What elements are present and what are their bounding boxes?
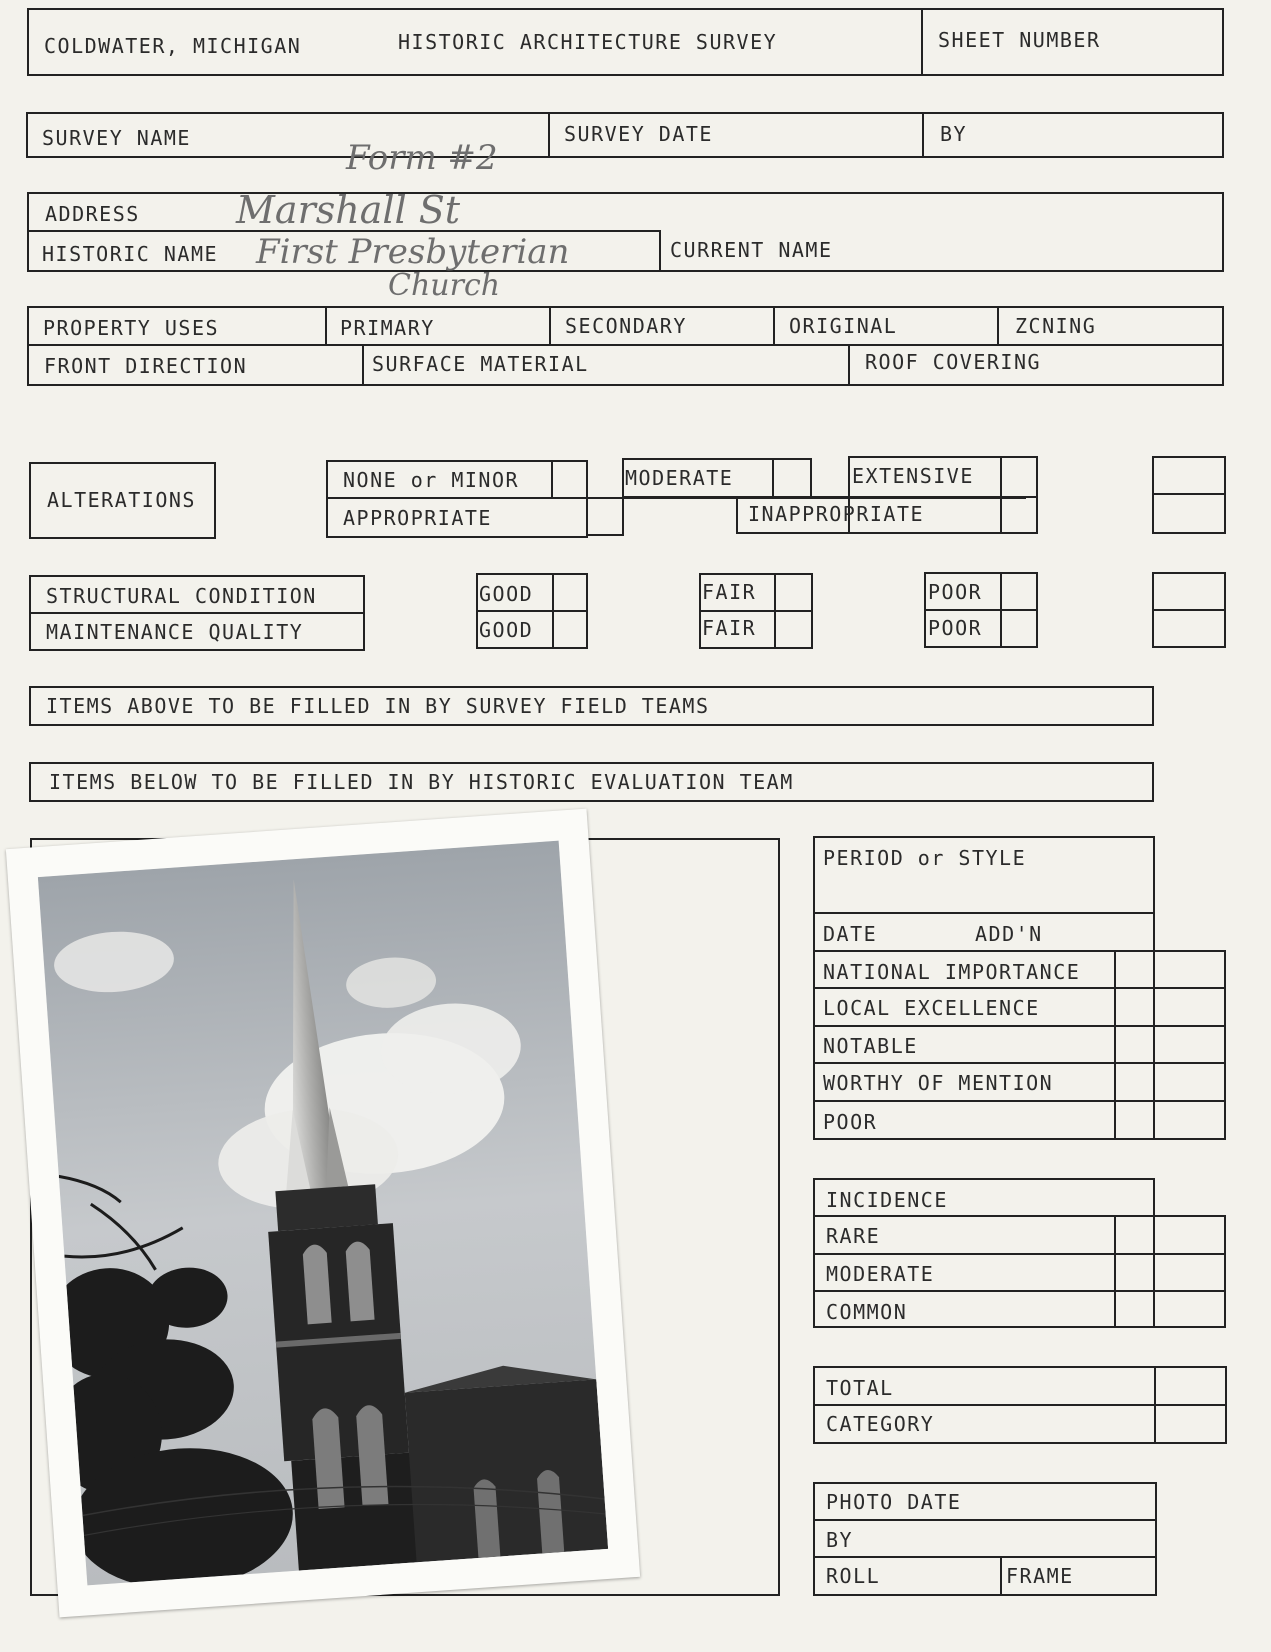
property-col-5: [362, 344, 364, 384]
incidence-moderate-label: MODERATE: [826, 1262, 935, 1286]
survey-date-label: SURVEY DATE: [564, 122, 713, 146]
local-excellence-label: LOCAL EXCELLENCE: [823, 996, 1040, 1020]
structural-good-label: GOOD: [479, 582, 534, 606]
property-col-4: [997, 306, 999, 344]
none-minor-check-divider: [551, 460, 553, 498]
moderate-label: MODERATE: [625, 466, 734, 490]
incidence-line-2: [813, 1253, 1225, 1255]
eval-poor-label: POOR: [823, 1110, 878, 1134]
maintenance-good-label: GOOD: [479, 618, 534, 642]
eval-line-4: [813, 1062, 1225, 1064]
survey-by-label: BY: [940, 122, 968, 146]
incidence-line-3: [813, 1290, 1225, 1292]
address-handwritten: Marshall St: [236, 188, 461, 232]
inappropriate-label: INAPPROPRIATE: [748, 502, 925, 526]
city-label: COLDWATER, MICHIGAN: [44, 34, 302, 58]
maintenance-fair-label: FAIR: [702, 616, 757, 640]
alterations-score-divider: [1152, 493, 1224, 495]
common-label: COMMON: [826, 1300, 908, 1324]
moderate-check-divider: [772, 458, 774, 498]
good-divider: [476, 610, 586, 612]
date-label: DATE: [823, 922, 878, 946]
rare-label: RARE: [826, 1224, 881, 1248]
front-direction-label: FRONT DIRECTION: [44, 354, 248, 378]
current-name-label: CURRENT NAME: [670, 238, 833, 262]
current-name-divider: [659, 230, 661, 270]
church-photo: [38, 841, 608, 1586]
frame-label: FRAME: [1006, 1564, 1074, 1588]
poor-divider: [924, 609, 1036, 611]
church-photo-illustration: [38, 841, 608, 1586]
none-minor-label: NONE or MINOR: [343, 468, 520, 492]
secondary-label: SECONDARY: [565, 314, 687, 338]
survey-name-label: SURVEY NAME: [42, 126, 191, 150]
worthy-of-mention-label: WORTHY OF MENTION: [823, 1071, 1054, 1095]
header-divider: [921, 8, 923, 74]
notable-label: NOTABLE: [823, 1034, 918, 1058]
evaluation-score-box: [1114, 950, 1226, 1140]
items-above-note: ITEMS ABOVE TO BE FILLED IN BY SURVEY FIELD TEAMS: [46, 694, 710, 718]
items-below-note: ITEMS BELOW TO BE FILLED IN BY HISTORIC EVALUATION TEAM: [49, 770, 794, 794]
photo-info-line-2: [813, 1556, 1155, 1558]
fair-divider: [699, 610, 811, 612]
address-label: ADDRESS: [45, 202, 140, 226]
structural-fair-label: FAIR: [702, 580, 757, 604]
structural-condition-label: STRUCTURAL CONDITION: [46, 584, 317, 608]
property-uses-label: PROPERTY USES: [43, 316, 220, 340]
eval-line-5: [813, 1100, 1225, 1102]
original-label: ORIGINAL: [789, 314, 898, 338]
property-col-2: [549, 306, 551, 344]
photo-by-label: BY: [826, 1528, 854, 1552]
survey-divider-1: [548, 112, 550, 156]
eval-line-2: [813, 987, 1225, 989]
roll-label: ROLL: [826, 1564, 881, 1588]
roll-frame-divider: [1000, 1556, 1002, 1594]
appropriate-label: APPROPRIATE: [343, 506, 492, 530]
good-check-divider: [552, 573, 554, 647]
historic-name-label: HISTORIC NAME: [42, 242, 219, 266]
property-col-1: [325, 306, 327, 344]
fair-check-divider: [774, 573, 776, 647]
poor-check-divider: [1000, 572, 1002, 646]
eval-line-1: [813, 950, 1115, 952]
sheet-number-label: SHEET NUMBER: [938, 28, 1101, 52]
historic-name-handwritten-line2: Church: [388, 268, 501, 303]
photo-info-line-1: [813, 1519, 1155, 1521]
category-label: CATEGORY: [826, 1412, 935, 1436]
total-score-divider: [1154, 1366, 1156, 1442]
period-style-label: PERIOD or STYLE: [823, 846, 1027, 870]
property-col-3: [773, 306, 775, 344]
moderate-to-appropriate-line: [622, 496, 624, 536]
extensive-label: EXTENSIVE: [852, 464, 974, 488]
property-col-6: [848, 344, 850, 384]
surface-material-label: SURFACE MATERIAL: [372, 352, 589, 376]
alterations-label: ALTERATIONS: [47, 488, 196, 512]
roof-covering-label: ROOF COVERING: [865, 350, 1042, 374]
maintenance-poor-label: POOR: [928, 616, 983, 640]
survey-name-handwritten: Form #2: [346, 138, 498, 178]
total-label: TOTAL: [826, 1376, 894, 1400]
alterations-score-box: [1152, 456, 1226, 534]
incidence-line-1: [813, 1215, 1115, 1217]
photo-date-label: PHOTO DATE: [826, 1490, 962, 1514]
zoning-label: ZCNING: [1015, 314, 1097, 338]
survey-divider-2: [922, 112, 924, 156]
eval-line-3: [813, 1025, 1225, 1027]
incidence-label: INCIDENCE: [826, 1188, 948, 1212]
total-divider: [813, 1404, 1225, 1406]
incidence-score-box: [1114, 1215, 1226, 1328]
attached-photo-mount: [6, 809, 640, 1618]
primary-label: PRIMARY: [340, 316, 435, 340]
maintenance-quality-label: MAINTENANCE QUALITY: [46, 620, 304, 644]
property-divider: [27, 344, 1222, 346]
appropriate-bottom-join: [586, 534, 624, 536]
national-importance-label: NATIONAL IMPORTANCE: [823, 960, 1081, 984]
structural-poor-label: POOR: [928, 580, 983, 604]
condition-score-divider: [1152, 609, 1224, 611]
historic-name-handwritten: First Presbyterian: [256, 232, 570, 272]
form-title: HISTORIC ARCHITECTURE SURVEY: [398, 30, 778, 54]
condition-label-divider: [29, 612, 363, 614]
addn-label: ADD'N: [975, 922, 1043, 946]
